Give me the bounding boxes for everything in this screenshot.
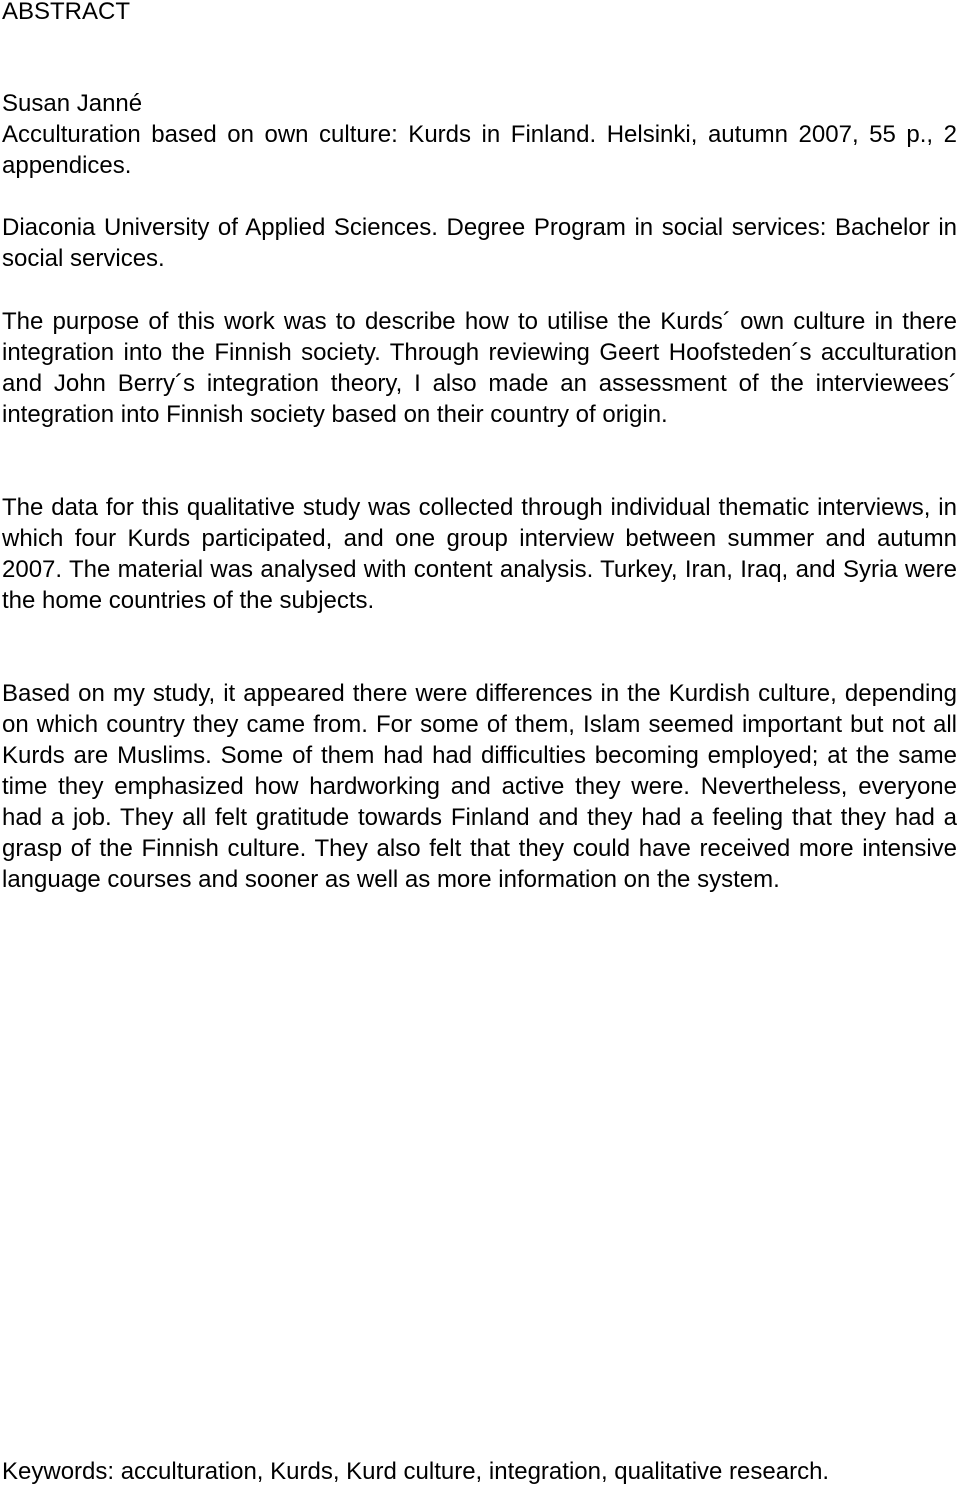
document-page (2, 0, 957, 1488)
abstract-heading: ABSTRACT (2, 0, 131, 25)
thesis-title-line: Acculturation based on own culture: Kurds in Finland. Helsinki, autumn 2007, 55 p., 2 appendices. (2, 121, 957, 179)
abstract-paragraph-results: Based on my study, it appeared there were differences in the Kurdish culture, depending on which country they came from. For some of them, Islam seemed important but not all Kurds are Muslims. Some of them had had difficulties becoming employed; at the same time they emphasized how hardworking and active they were. Nevertheless, everyone had a job. They all felt gratitude towards Finland and they had a feeling that they had a grasp of the Finnish culture. They also felt that they could have received more intensive language courses and sooner as well as more information on the system. (2, 680, 957, 893)
keywords-line: Keywords: acculturation, Kurds, Kurd culture, integration, qualitative research. (2, 1458, 830, 1485)
thesis-metadata (2, 88, 957, 181)
author-name: Susan Janné (2, 90, 143, 117)
abstract-paragraph-purpose: The purpose of this work was to describe how to utilise the Kurds´ own culture in there integration into the Finnish society. Through reviewing Geert Hoofsteden´s acculturation and John Berry´s integration theory, I also made an assessment of the interviewees´ integration into Finnish society based on their country of origin. (2, 308, 957, 428)
abstract-paragraph-data: The data for this qualitative study was collected through individual thematic interviews, in which four Kurds participated, and one group interview between summer and autumn 2007. The material was analysed with content analysis. Turkey, Iran, Iraq, and Syria were the home countries of the subjects. (2, 494, 957, 614)
institution-info: Diaconia University of Applied Sciences. Degree Program in social services: Bachelor in social services. (2, 214, 957, 272)
